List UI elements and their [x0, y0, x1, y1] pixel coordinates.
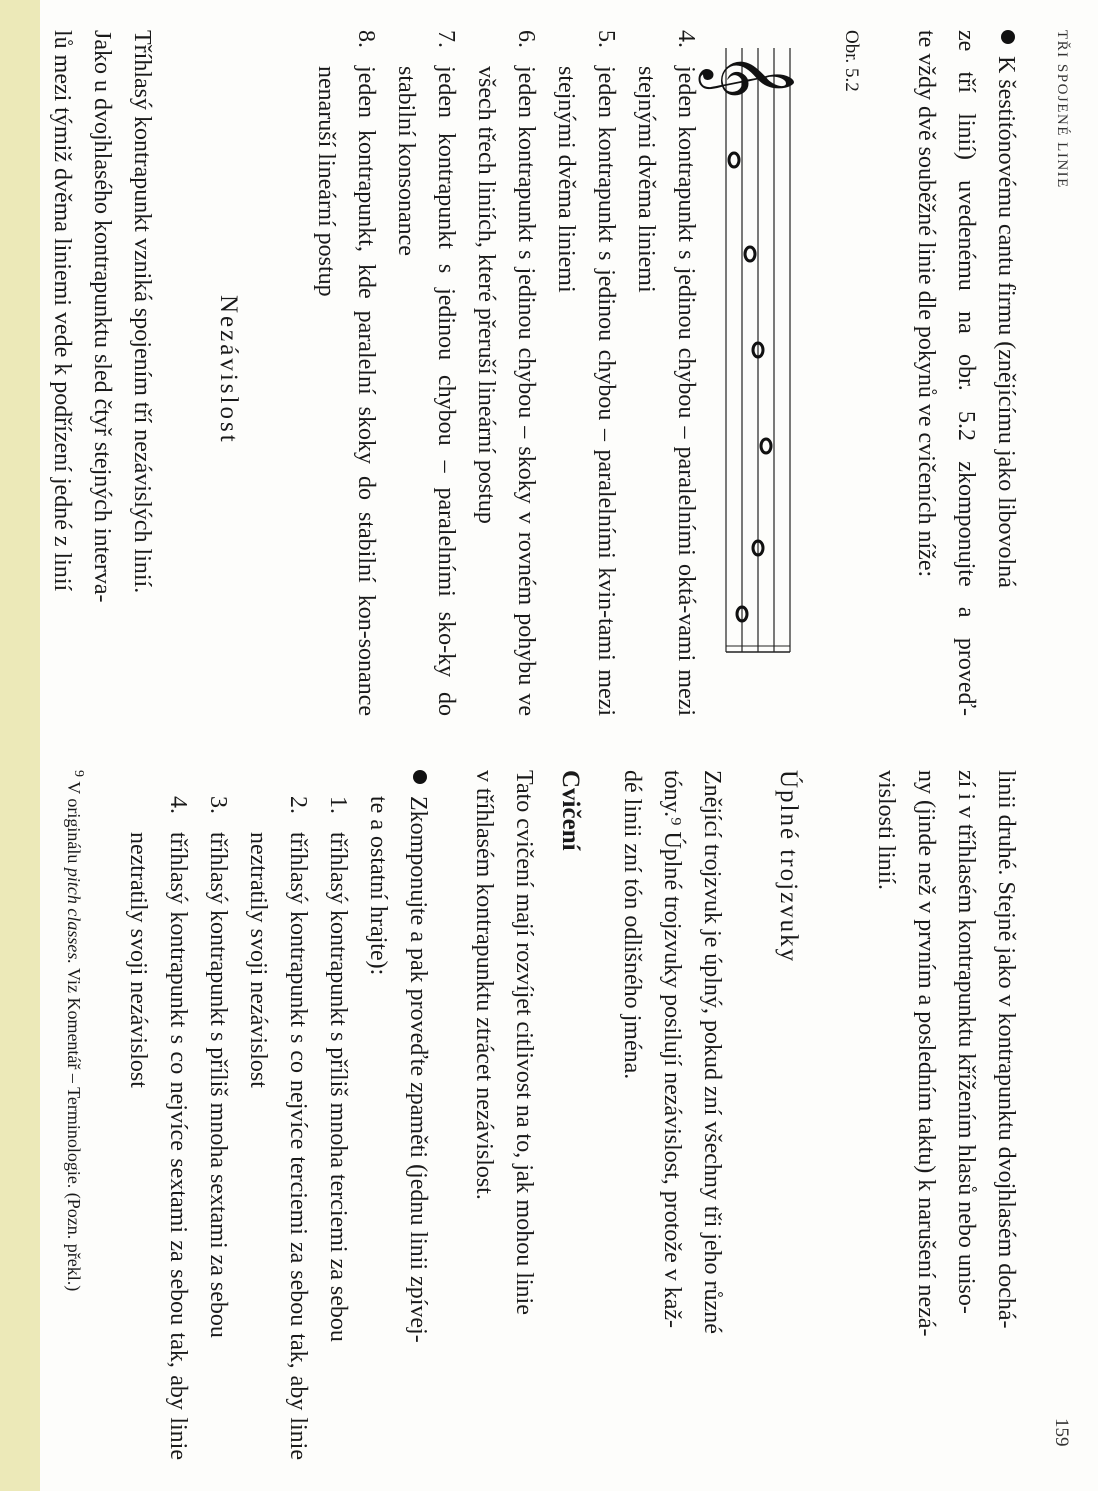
footnote-mark: 9 — [71, 770, 86, 777]
exercise-item — [386, 30, 466, 716]
intro-line: te vždy dvě souběžné linie dle pokynů ve cvičeních níže: — [913, 30, 939, 578]
exercise-number: 8. — [353, 30, 379, 48]
task-number: 4. — [165, 796, 191, 814]
intro-paragraph — [906, 30, 1026, 716]
task-paragraph — [358, 770, 438, 1460]
exercise-item — [466, 30, 546, 716]
running-head: TŘI SPOJENÉ LINIE — [1054, 30, 1070, 189]
task-number: 2. — [285, 796, 311, 814]
section-heading: Nezávislost — [215, 295, 242, 445]
exercise-item — [626, 30, 706, 716]
triad-line: Znějící trojzvuk je úplný, pokud zní všechny tři jeho různé — [699, 770, 725, 1334]
whole-note — [761, 439, 771, 453]
task-number: 3. — [205, 796, 231, 814]
task-text: tříhlasý kontrapunkt s co nejvíce sextami za sebou tak, aby linie neztratily svoji nezávislost — [125, 832, 191, 1460]
triad-heading: Úplné trojzvuky — [775, 770, 802, 964]
task-item — [198, 796, 238, 1460]
task-text: tříhlasý kontrapunkt s příliš mnoha sextami za sebou — [205, 832, 231, 1338]
task-text: tříhlasý kontrapunkt s co nejvíce terciemi za sebou tak, aby linie neztratily svoji nezávislost — [245, 832, 311, 1460]
intro-line: K šestitónovému cantu firmu (znějícímu jako libovolná — [986, 30, 1026, 716]
exercise-number: 6. — [513, 30, 539, 48]
exercise-line: v tříhlasém kontrapunktu ztrácet nezávislost. — [471, 770, 497, 1200]
treble-clef-icon: 𝄞 — [703, 52, 796, 100]
exercise-line: Tato cvičení mají rozvíjet citlivost na to, jak mohou linie — [511, 770, 537, 1315]
section-line: Tříhlasý kontrapunkt vzniká spojením tří nezávislých linií. — [129, 30, 155, 594]
triad-paragraph — [612, 770, 732, 1460]
footnote — [63, 770, 86, 1291]
whole-note — [729, 153, 739, 167]
exercise-number: 5. — [593, 30, 619, 48]
task-item — [238, 796, 318, 1460]
bullet-icon — [1001, 30, 1015, 44]
page-edge-strip — [0, 0, 40, 1491]
exercise-number: 4. — [673, 30, 699, 48]
task-line: Zkomponujte a pak proveďte zpaměti (jednu linii zpívej- — [398, 770, 438, 1460]
exercise-heading: Cvičení — [557, 770, 584, 851]
footnote-italic-term: pitch classes. — [64, 867, 84, 964]
task-number: 1. — [325, 796, 351, 814]
section-line: Jako u dvojhlasého kontrapunktu sled čtyř stejných interva- — [89, 30, 115, 603]
exercise-text: jeden kontrapunkt s jedinou chybou – paralelními kvin-tami mezi stejnými dvěma liniemi — [553, 66, 619, 716]
section-paragraph — [42, 30, 162, 716]
continuation-paragraph — [866, 770, 1026, 1460]
continuation-line: linii druhé. Stejně jako v kontrapunktu dvojhlasém dochá- — [993, 770, 1019, 1329]
task-text: tříhlasý kontrapunkt s příliš mnoha terciemi za sebou — [325, 832, 351, 1342]
footnote-text: Viz Komentář – Terminologie. (Pozn. překl.) — [64, 963, 84, 1292]
bullet-icon — [413, 770, 427, 784]
exercise-item — [546, 30, 626, 716]
task-item — [118, 796, 198, 1460]
music-staff-figure — [703, 48, 810, 668]
exercise-number: 7. — [433, 30, 459, 48]
exercise-text: jeden kontrapunkt s jedinou chybou – skoky v rovném pohybu ve všech třech liniích, které přeruší lineární postup — [473, 66, 539, 716]
exercise-text: jeden kontrapunkt s jedinou chybou – paralelními oktá-vami mezi stejnými dvěma liniemi — [633, 66, 699, 716]
continuation-line: zí i v tříhlasém kontrapunktu křížením hlasů nebo uniso- — [953, 770, 979, 1314]
task-item — [318, 796, 358, 1460]
exercise-paragraph — [464, 770, 544, 1460]
page-number: 159 — [1051, 1418, 1072, 1447]
task-line: te a ostatní hrajte): — [365, 796, 391, 976]
figure-caption: Obr. 5.2 — [841, 30, 862, 92]
triad-line: tóny.⁹ Úplné trojzvuky posilují nezávislost, protože v kaž- — [659, 770, 685, 1329]
exercise-text: jeden kontrapunkt s jedinou chybou – paralelními sko-ky do stabilní konsonance — [393, 66, 459, 716]
exercise-text: jeden kontrapunkt, kde paralelní skoky do stabilní kon-sonance nenaruší lineární postup — [313, 66, 379, 716]
triad-line: dé linii zní tón odlišného jména. — [619, 770, 645, 1080]
whole-note — [745, 247, 755, 261]
continuation-line: vislosti linií. — [873, 770, 899, 891]
footnote-text: V originálu — [64, 781, 84, 868]
section-line: lů mezi týmiž dvěma liniemi vede k podřízení jedné z linií — [49, 30, 75, 592]
continuation-line: ny (jinde než v prvním a posledním taktu) k narušení nezá- — [913, 770, 939, 1337]
intro-line: ze tří linií) uvedenému na obr. 5.2 zkomponujte a proveď- — [953, 30, 979, 716]
exercise-item — [306, 30, 386, 716]
